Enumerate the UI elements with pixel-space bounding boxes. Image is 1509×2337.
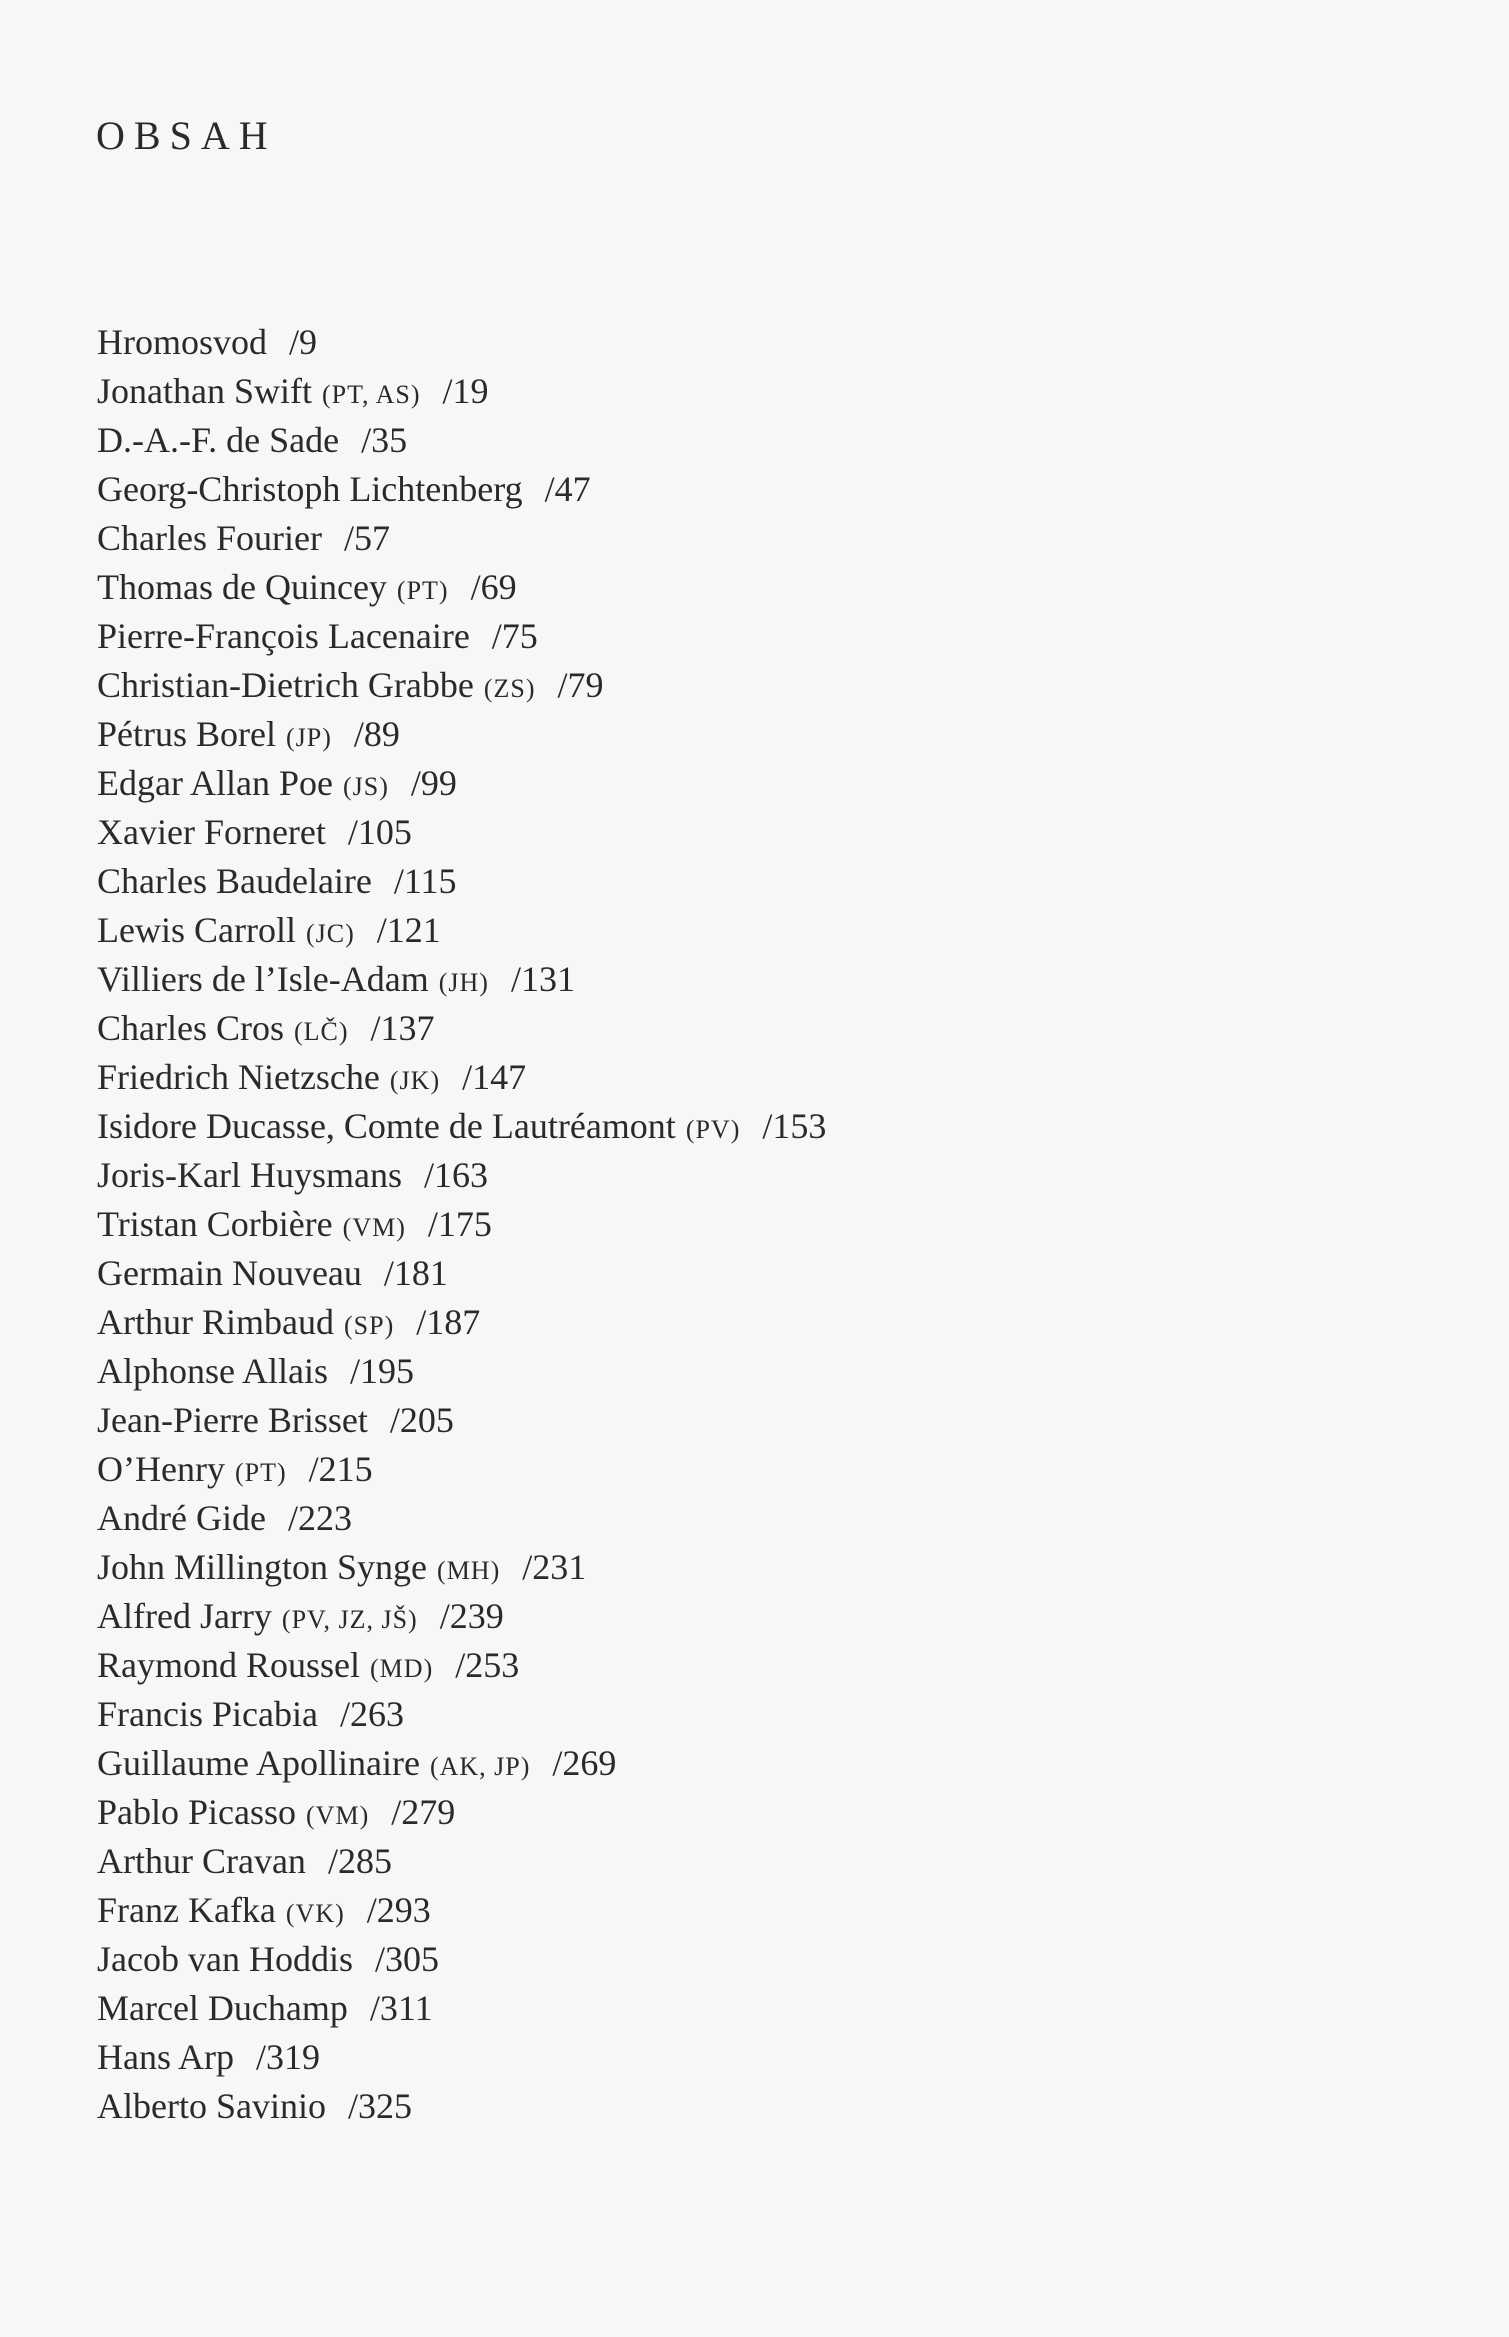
toc-entry-page-number: /57 (343, 518, 390, 558)
toc-entry-page-number: /263 (339, 1694, 404, 1734)
toc-entry-title: Charles Fourier (97, 518, 322, 558)
toc-entry (97, 1984, 826, 2033)
toc-entry-translator-initials: (JC) (305, 919, 355, 948)
toc-entry-title: Francis Picabia (97, 1694, 318, 1734)
toc-entry-page-number: /239 (439, 1596, 504, 1636)
toc-entry (97, 1837, 826, 1886)
toc-entry-title: Joris-Karl Huysmans (97, 1155, 402, 1195)
toc-entry-title: Alberto Savinio (97, 2086, 326, 2126)
toc-entry (97, 1249, 826, 1298)
toc-entry (97, 367, 826, 416)
toc-entry-title: Jacob van Hoddis (97, 1939, 353, 1979)
toc-entry-title: Lewis Carroll (97, 910, 296, 950)
toc-entry-title: Christian-Dietrich Grabbe (97, 665, 474, 705)
toc-entry (97, 710, 826, 759)
toc-entry (97, 1445, 826, 1494)
toc-entry-page-number: /99 (410, 763, 457, 803)
toc-entry-translator-initials: (SP) (343, 1311, 395, 1340)
toc-entry (97, 808, 826, 857)
toc-entry-translator-initials: (JS) (342, 772, 389, 801)
toc-entry-title: Hans Arp (97, 2037, 234, 2077)
toc-entry-page-number: /115 (393, 861, 457, 901)
toc-entry-title: John Millington Synge (97, 1547, 428, 1587)
toc-entry (97, 1494, 826, 1543)
toc-entry-page-number: /175 (427, 1204, 492, 1244)
toc-entry-title: D.-A.-F. de Sade (97, 420, 340, 460)
toc-entry (97, 1298, 826, 1347)
toc-entry (97, 1102, 826, 1151)
toc-entry (97, 1641, 826, 1690)
toc-entry-page-number: /231 (522, 1547, 587, 1587)
toc-entry (97, 1935, 826, 1984)
toc-entry-page-number: /285 (327, 1841, 392, 1881)
toc-entry-page-number: /79 (557, 665, 604, 705)
toc-entry-page-number: /75 (491, 616, 538, 656)
toc-entry (97, 1151, 826, 1200)
toc-entry-page-number: /47 (544, 469, 591, 509)
toc-entry-translator-initials: (JH) (438, 968, 489, 997)
toc-entry-page-number: /223 (287, 1498, 352, 1538)
toc-entry (97, 465, 826, 514)
toc-entry-translator-initials: (LČ) (293, 1017, 349, 1046)
toc-entry-page-number: /269 (552, 1743, 617, 1783)
toc-entry (97, 1543, 826, 1592)
toc-entry-translator-initials: (PV, JZ, JŠ) (281, 1605, 418, 1634)
toc-entry-title: Arthur Cravan (97, 1841, 306, 1881)
toc-entry-title: Isidore Ducasse, Comte de Lautréamont (97, 1106, 676, 1146)
toc-entry-title: Alfred Jarry (97, 1596, 272, 1636)
toc-entry-title: Pablo Picasso (97, 1792, 297, 1832)
toc-entry-title: Xavier Forneret (97, 812, 326, 852)
toc-entry-title: Franz Kafka (97, 1890, 276, 1930)
toc-entry-title: Pétrus Borel (97, 714, 276, 754)
toc-entry-page-number: /121 (376, 910, 441, 950)
toc-entry-page-number: /181 (383, 1253, 448, 1293)
toc-entry-page-number: /293 (366, 1890, 431, 1930)
toc-entry-title: Jonathan Swift (97, 371, 312, 411)
toc-entry-translator-initials: (PV) (685, 1115, 741, 1144)
toc-entry (97, 759, 826, 808)
toc-entry (97, 1396, 826, 1445)
toc-entry-page-number: /319 (256, 2037, 321, 2077)
toc-entry-title: André Gide (97, 1498, 266, 1538)
toc-entry-title: Jean-Pierre Brisset (97, 1400, 368, 1440)
toc-entry-page-number: /19 (442, 371, 489, 411)
toc-entry-translator-initials: (PT, AS) (321, 380, 421, 409)
toc-entry (97, 661, 826, 710)
toc-entry (97, 1886, 826, 1935)
toc-entry-title: Marcel Duchamp (97, 1988, 348, 2028)
toc-entry-page-number: /153 (762, 1106, 827, 1146)
toc-entry-title: Hromosvod (97, 322, 267, 362)
toc-entry-title: Villiers de l’Isle-Adam (97, 959, 429, 999)
toc-entry-translator-initials: (JP) (285, 723, 332, 752)
toc-entry-translator-initials: (VM) (306, 1801, 370, 1830)
toc-entry-title: O’Henry (97, 1449, 225, 1489)
toc-entry (97, 1739, 826, 1788)
toc-entry-title: Guillaume Apollinaire (97, 1743, 420, 1783)
toc-entry (97, 1788, 826, 1837)
toc-entry (97, 906, 826, 955)
toc-entry-page-number: /253 (455, 1645, 520, 1685)
toc-entry (97, 1053, 826, 1102)
toc-entry-translator-initials: (PT) (396, 576, 449, 605)
toc-entry (97, 514, 826, 563)
toc-entry (97, 857, 826, 906)
toc-entry (97, 318, 826, 367)
toc-entry-page-number: /163 (423, 1155, 488, 1195)
toc-entry-page-number: /187 (416, 1302, 481, 1342)
toc-entry-title: Charles Cros (97, 1008, 284, 1048)
toc-entry-title: Arthur Rimbaud (97, 1302, 334, 1342)
toc-entry-page-number: /279 (391, 1792, 456, 1832)
toc-entry (97, 2033, 826, 2082)
toc-entry-title: Raymond Roussel (97, 1645, 361, 1685)
toc-entry (97, 612, 826, 661)
toc-entry (97, 955, 826, 1004)
toc-entry-translator-initials: (MD) (370, 1654, 434, 1683)
toc-entry (97, 1004, 826, 1053)
toc-entry-translator-initials: (AK, JP) (429, 1752, 531, 1781)
toc-entry-title: Georg-Christoph Lichtenberg (97, 469, 523, 509)
toc-entry-page-number: /89 (353, 714, 400, 754)
toc-entry-page-number: /9 (289, 322, 318, 362)
toc-entry-translator-initials: (MH) (437, 1556, 501, 1585)
toc-entry-page-number: /305 (374, 1939, 439, 1979)
toc-entry-page-number: /195 (350, 1351, 415, 1391)
toc-entry-title: Thomas de Quincey (97, 567, 387, 607)
toc-entry-translator-initials: (VK) (285, 1899, 345, 1928)
toc-entry (97, 1200, 826, 1249)
toc-entry (97, 563, 826, 612)
toc-entry-page-number: /325 (347, 2086, 412, 2126)
page-title: OBSAH (96, 113, 277, 158)
toc-entry-page-number: /35 (361, 420, 408, 460)
toc-entry-page-number: /311 (369, 1988, 433, 2028)
toc-entry-translator-initials: (JK) (389, 1066, 441, 1095)
toc-entry-title: Pierre-François Lacenaire (97, 616, 470, 656)
toc-entry-title: Charles Baudelaire (97, 861, 372, 901)
toc-entry-title: Alphonse Allais (97, 1351, 328, 1391)
toc-entry-title: Friedrich Nietzsche (97, 1057, 380, 1097)
toc-entry-page-number: /147 (462, 1057, 527, 1097)
toc-entry-translator-initials: (VM) (342, 1213, 406, 1242)
toc-entry (97, 1347, 826, 1396)
toc-entry-page-number: /215 (308, 1449, 373, 1489)
toc-entry-page-number: /137 (370, 1008, 435, 1048)
toc-entry-title: Germain Nouveau (97, 1253, 362, 1293)
toc-entry (97, 2082, 826, 2131)
toc-entry-page-number: /205 (389, 1400, 454, 1440)
table-of-contents (97, 318, 826, 2131)
toc-entry-page-number: /105 (347, 812, 412, 852)
toc-entry-translator-initials: (PT) (234, 1458, 287, 1487)
toc-entry-page-number: /131 (510, 959, 575, 999)
toc-entry-title: Tristan Corbière (97, 1204, 333, 1244)
toc-entry-page-number: /69 (470, 567, 517, 607)
toc-entry-title: Edgar Allan Poe (97, 763, 333, 803)
toc-entry (97, 416, 826, 465)
toc-entry (97, 1592, 826, 1641)
toc-entry-translator-initials: (ZS) (483, 674, 536, 703)
toc-entry (97, 1690, 826, 1739)
